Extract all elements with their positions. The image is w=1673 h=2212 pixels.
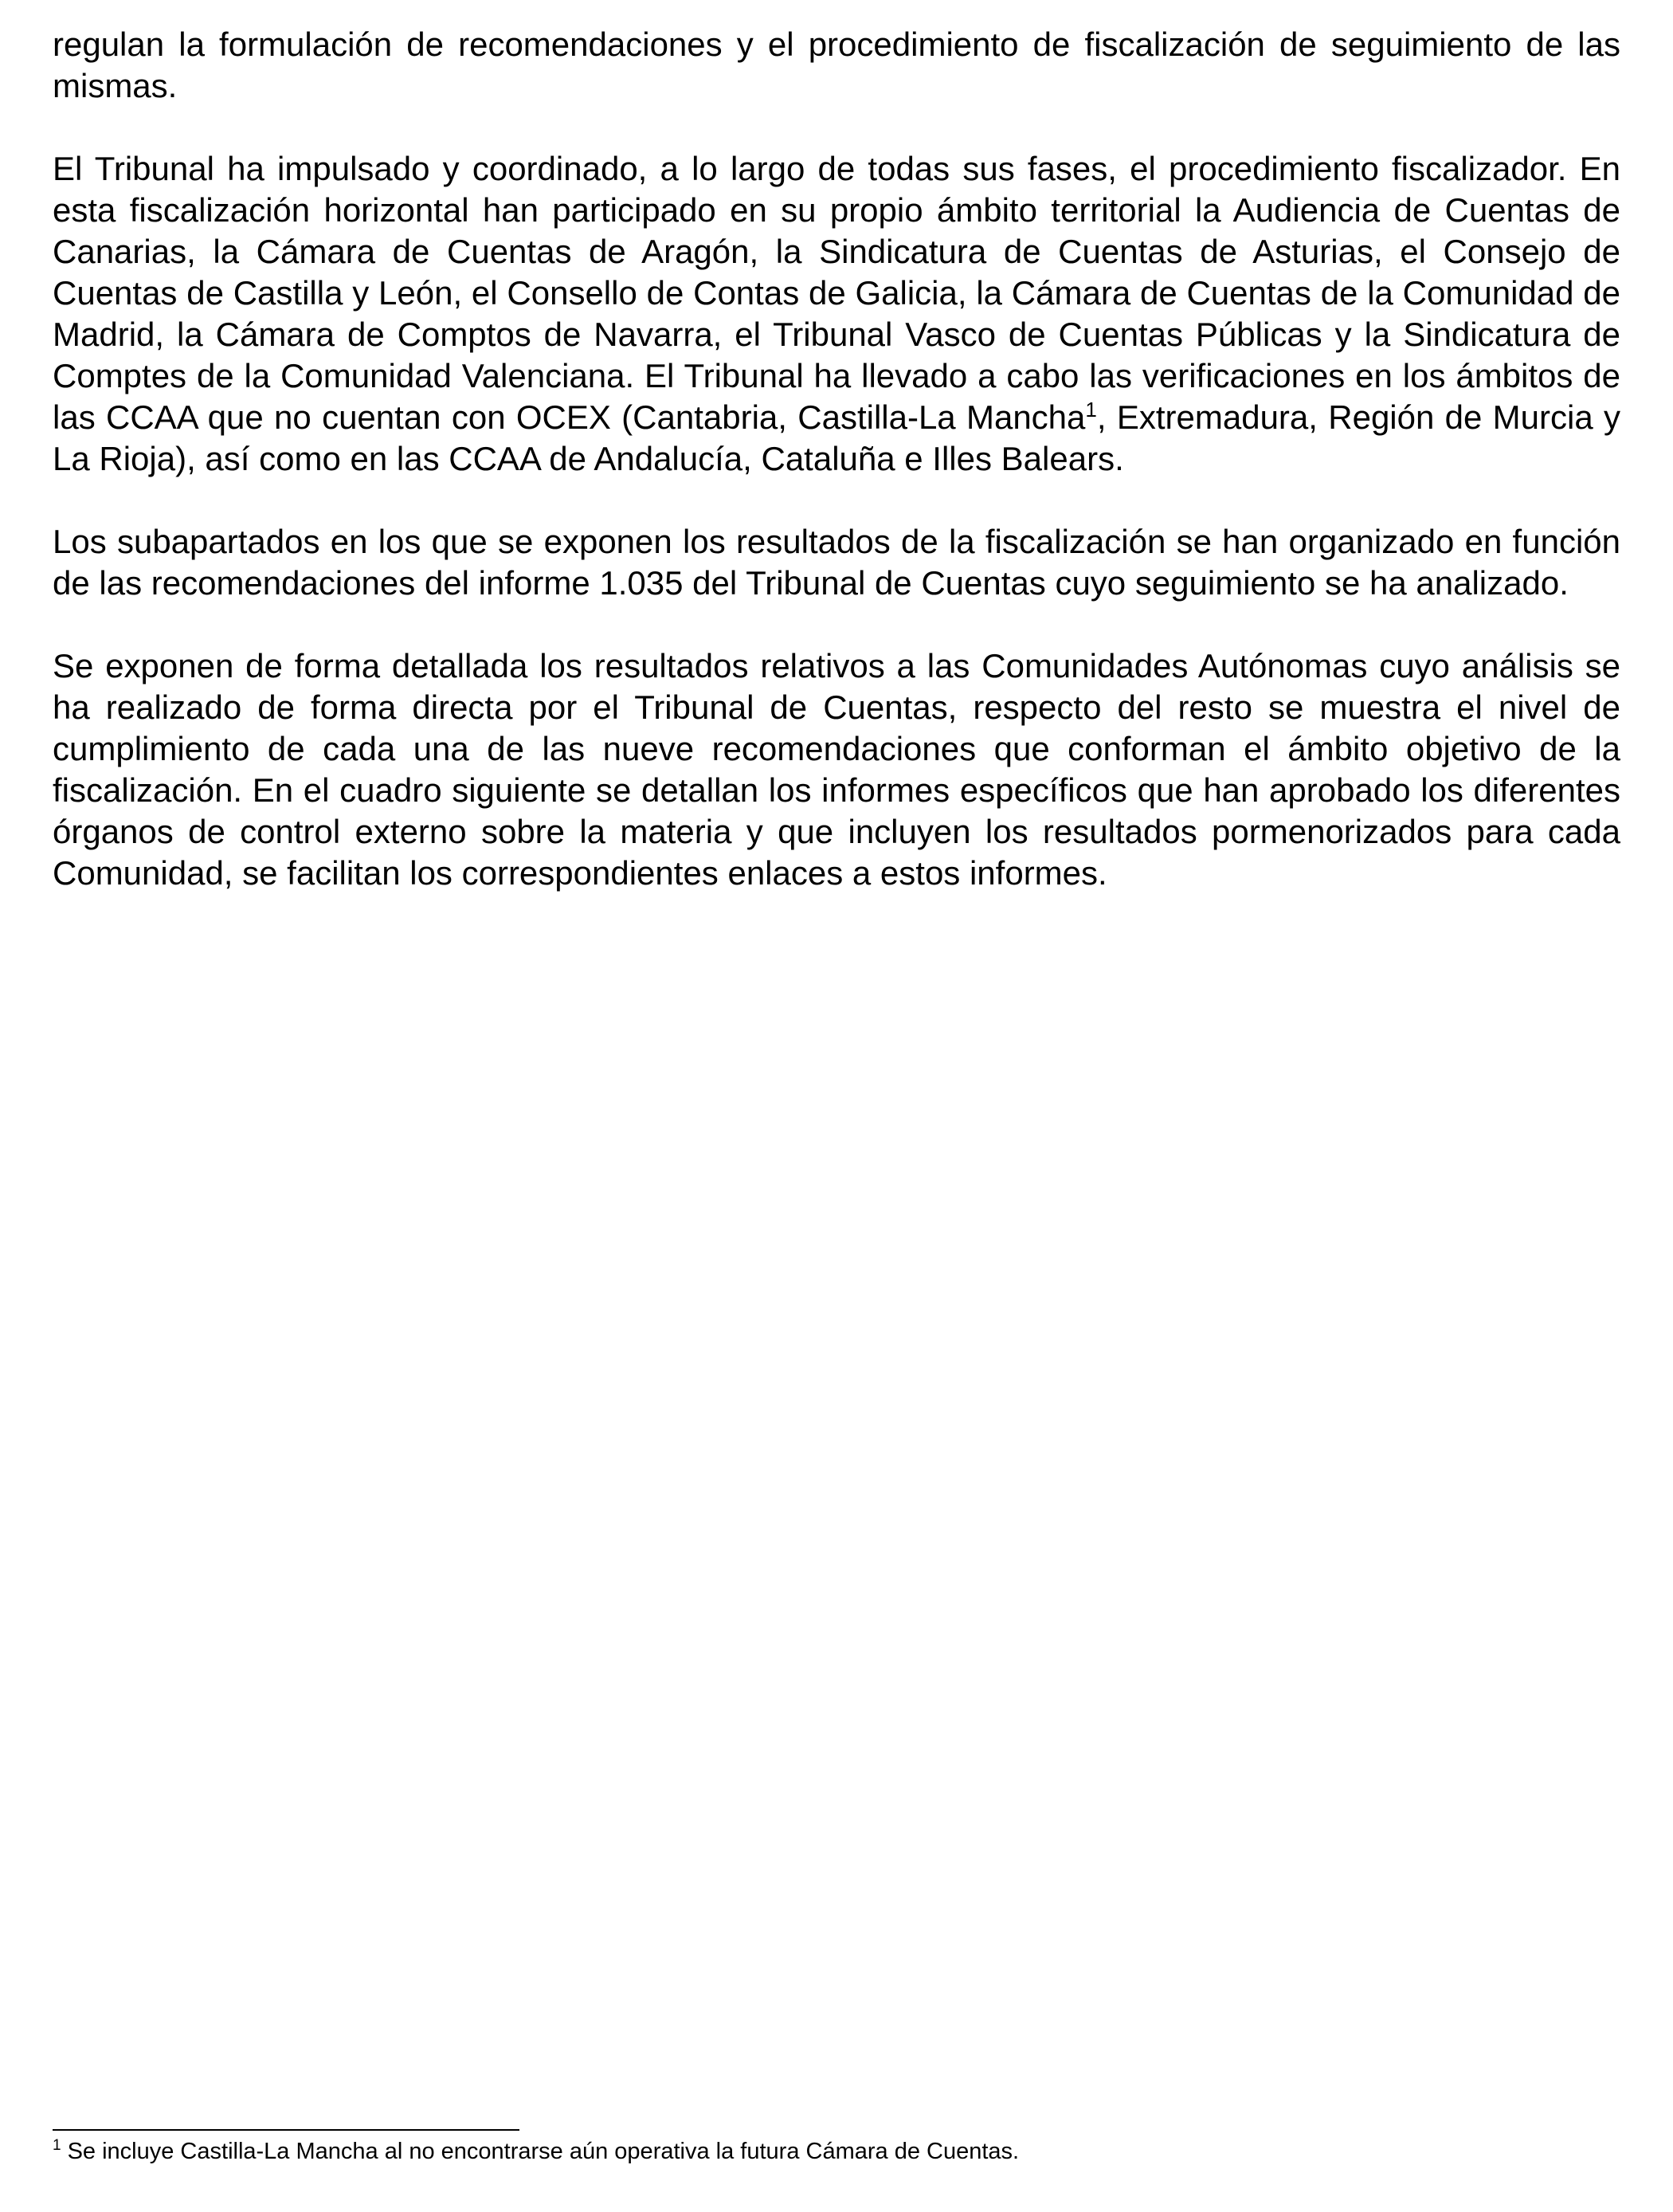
paragraph: Se exponen de forma detallada los resultados relativos a las Comunidades Autónomas cuyo análisis se ha realizado de forma directa por el Tribunal de Cuentas, respecto del resto se muestra el nivel de cumplimiento de cada una de las nueve recomendaciones que conforman el ámbito objetivo de la fiscalización. En el cuadro siguiente se detallan los informes específicos que han aprobado los diferentes órganos de control externo sobre la materia y que incluyen los resultados pormenorizados para cada Comunidad, se facilitan los correspondientes enlaces a estos informes. bbox=[53, 647, 1620, 892]
paragraph bbox=[53, 148, 1620, 480]
paragraph-text: , Extremadura, Región de Murcia y La Rioja), así como en las CCAA de Andalucía, Cataluña e Illes Balears. bbox=[53, 398, 1620, 477]
footnote-marker: 1 bbox=[53, 2137, 61, 2155]
paragraph: Los subapartados en los que se exponen los resultados de la fiscalización se han organizado en función de las recomendaciones del informe 1.035 del Tribunal de Cuentas cuyo seguimiento se ha analizado. bbox=[53, 523, 1620, 602]
footnote-text: Se incluye Castilla-La Mancha al no encontrarse aún operativa la futura Cámara de Cuentas. bbox=[67, 2139, 1020, 2164]
footnote bbox=[53, 2136, 1620, 2167]
paragraph-text: El Tribunal ha impulsado y coordinado, a lo largo de todas sus fases, el procedimiento fiscalizador. En esta fiscalización horizontal han participado en su propio ámbito territorial la Audiencia de Cuentas de Canarias, la Cámara de Cuentas de Aragón, la Sindicatura de Cuentas de Asturias, el Consejo de Cuentas de Castilla y León, el Consello de Contas de Galicia, la Cámara de Cuentas de la Comunidad de Madrid, la Cámara de Comptos de Navarra, el Tribunal Vasco de Cuentas Públicas y la Sindicatura de Comptes de la Comunidad Valenciana. El Tribunal ha llevado a cabo las verificaciones en los ámbitos de las CCAA que no cuentan con OCEX (Cantabria, Castilla-La Mancha bbox=[53, 150, 1620, 436]
paragraph: regulan la formulación de recomendaciones y el procedimiento de fiscalización de seguimiento de las mismas. bbox=[53, 25, 1620, 104]
footnote-divider bbox=[53, 2129, 519, 2131]
footnote-reference[interactable]: 1 bbox=[1085, 398, 1097, 422]
document-body bbox=[53, 24, 1620, 935]
